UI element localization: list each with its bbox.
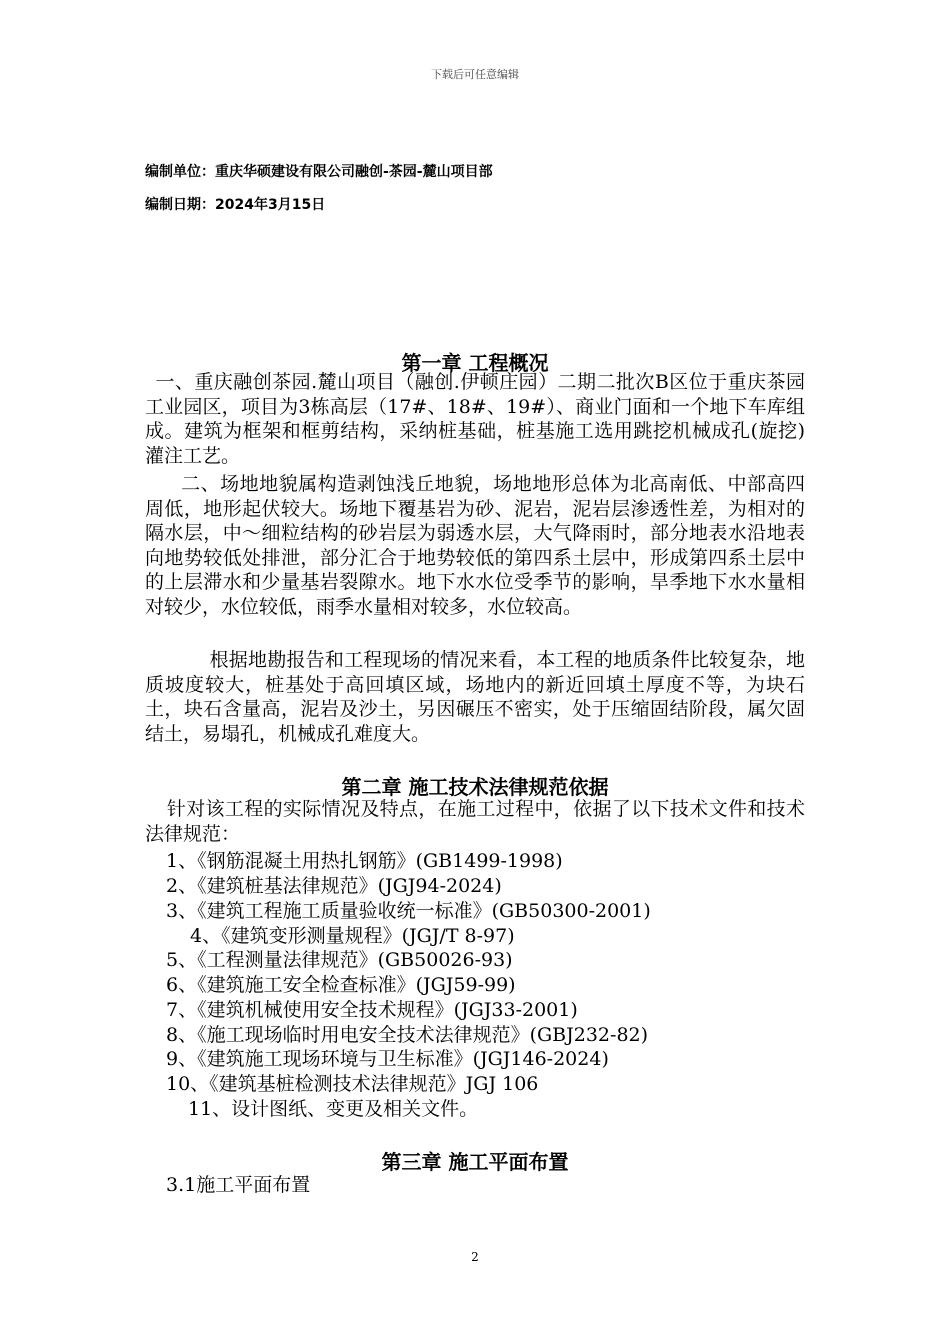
list-item: 11、设计图纸、变更及相关文件。	[188, 1098, 479, 1120]
list-item: 8、《施工现场临时用电安全技术法律规范》(GBJ232-82)	[166, 1024, 649, 1046]
chapter-1-paragraph-3: 根据地勘报告和工程现场的情况来看，本工程的地质条件比较复杂，地质坡度较大，桩基处于高回填区域，场地内的新近回填土厚度不等，为块石土，块石含量高，泥岩及沙土，另因碾压不密实，处于压缩固结阶段，属欠固结土，易塌孔，机械成孔难度大。	[145, 649, 805, 745]
compiling-unit: 编制单位：重庆华硕建设有限公司融创-茶园-麓山项目部	[145, 164, 493, 180]
list-item: 3、《建筑工程施工质量验收统一标准》(GB50300-2001)	[166, 900, 651, 922]
section-3-1-title: 3.1施工平面布置	[166, 1174, 311, 1196]
page-number: 2	[471, 1250, 479, 1264]
list-item: 7、《建筑机械使用安全技术规程》(JGJ33-2001)	[166, 999, 578, 1021]
chapter-1-title: 第一章 工程概况	[401, 351, 549, 375]
header-note: 下载后可任意编辑	[431, 68, 519, 81]
list-item: 6、《建筑施工安全检查标准》(JGJ59-99)	[166, 974, 516, 996]
list-item: 10、《建筑基桩检测技术法律规范》JGJ 106	[166, 1073, 539, 1095]
list-item: 5、《工程测量法律规范》(GB50026-93)	[166, 949, 513, 971]
chapter-3-title: 第三章 施工平面布置	[381, 1150, 569, 1174]
chapter-1-paragraph-2: 二、场地地貌属构造剥蚀浅丘地貌，场地地形总体为北高南低、中部高四周低，地形起伏较大。场地下覆基岩为砂、泥岩，泥岩层渗透性差，为相对的隔水层，中～细粒结构的砂岩层为弱透水层，大气降雨时，部分地表水沿地表向地势较低处排泄，部分汇合于地势较低的第四系土层中，形成第四系土层中的上层滞水和少量基岩裂隙水。地下水水位受季节的影响，旱季地下水水量相对较少，水位较低，雨季水量相对较多，水位较高。	[145, 473, 805, 618]
list-item: 9、《建筑施工现场环境与卫生标准》(JGJ146-2024)	[166, 1048, 609, 1070]
list-item: 2、《建筑桩基法律规范》(JGJ94-2024)	[166, 875, 502, 897]
list-item: 1、《钢筋混凝土用热扎钢筋》(GB1499-1998)	[166, 850, 563, 872]
compiling-date: 编制日期：2024年3月15日	[145, 197, 326, 213]
chapter-2-intro: 针对该工程的实际情况及特点，在施工过程中，依据了以下技术文件和技术法律规范：	[145, 798, 805, 845]
chapter-2-title: 第二章 施工技术法律规范依据	[341, 775, 609, 799]
chapter-1-paragraph-1: 一、重庆融创茶园.麓山项目（融创.伊顿庄园）二期二批次B区位于重庆茶园工业园区，项目为3栋高层（17#、18#、19#）、商业门面和一个地下车库组成。建筑为框架和框剪结构，采纳桩基础，桩基施工选用跳挖机械成孔(旋挖)灌注工艺。	[145, 371, 805, 467]
list-item: 4、《建筑变形测量规程》(JGJ/T 8-97)	[190, 925, 515, 947]
